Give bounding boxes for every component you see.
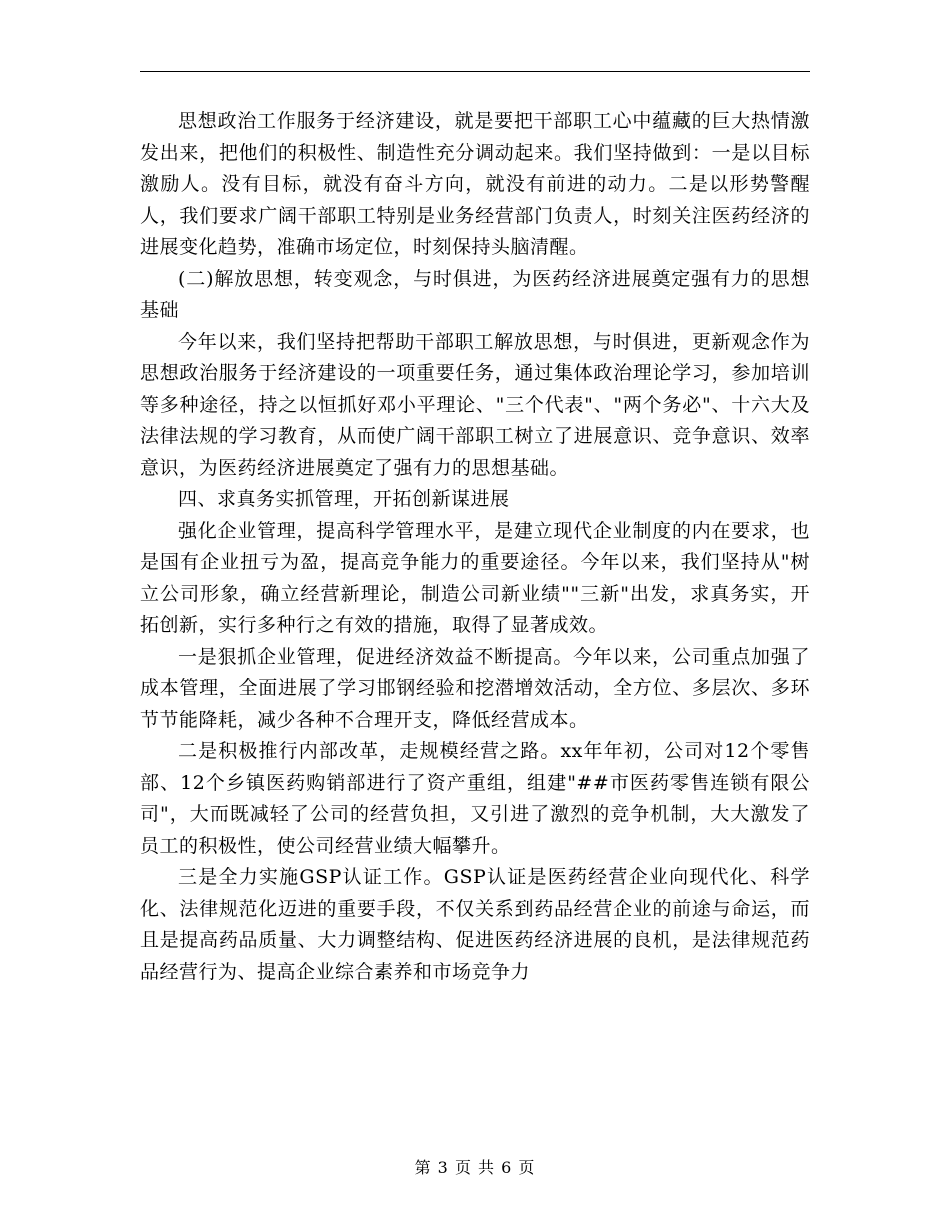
paragraph: 今年以来，我们坚持把帮助干部职工解放思想，与时俱进，更新观念作为思想政治服务于经济建设的一项重要任务，通过集体政治理论学习，参加培训等多种途径，持之以恒抓好邓小平理论、"三个代表"、"两个务必"、十六大及法律法规的学习教育，从而使广阔干部职工树立了进展意识、竞争意识、效率意识，为医药经济进展奠定了强有力的思想基础。: [140, 330, 810, 479]
page-footer: [0, 1155, 950, 1178]
paragraph: 强化企业管理，提高科学管理水平，是建立现代企业制度的内在要求，也是国有企业扭亏为盈，提高竞争能力的重要途径。今年以来，我们坚持从"树立公司形象，确立经营新理论，制造公司新业绩""三新"出发，求真务实，开拓创新，实行多种行之有效的措施，取得了显著成效。: [140, 519, 810, 636]
section-heading: 四、求真务实抓管理，开拓创新谋进展: [178, 488, 510, 510]
page-number: 第 3 页 共 6 页: [414, 1158, 536, 1177]
paragraph: 一是狠抓企业管理，促进经济效益不断提高。今年以来，公司重点加强了成本管理，全面进展了学习邯钢经验和挖潜增效活动，全方位、多层次、多环节节能降耗，减少各种不合理开支，降低经营成本。: [140, 645, 810, 731]
section-heading: (二)解放思想，转变观念，与时俱进，为医药经济进展奠定强有力的思想基础: [140, 267, 810, 321]
header-rule: [140, 71, 810, 72]
document-body: [140, 106, 810, 988]
paragraph: 三是全力实施GSP认证工作。GSP认证是医药经营企业向现代化、科学化、法律规范化迈进的重要手段，不仅关系到药品经营企业的前途与命运，而且是提高药品质量、大力调整结构、促进医药经济进展的良机，是法律规范药品经营行为、提高企业综合素养和市场竞争力: [140, 866, 810, 983]
paragraph: 二是积极推行内部改革，走规模经营之路。xx年年初，公司对12个零售部、12个乡镇医药购销部进行了资产重组，组建"##市医药零售连锁有限公司"，大而既减轻了公司的经营负担，又引进了激烈的竞争机制，大大激发了员工的积极性，使公司经营业绩大幅攀升。: [140, 740, 810, 857]
paragraph: 思想政治工作服务于经济建设，就是要把干部职工心中蕴藏的巨大热情激发出来，把他们的积极性、制造性充分调动起来。我们坚持做到：一是以目标激励人。没有目标，就没有奋斗方向，就没有前进的动力。二是以形势警醒人，我们要求广阔干部职工特别是业务经营部门负责人，时刻关注医药经济的进展变化趋势，准确市场定位，时刻保持头脑清醒。: [140, 110, 810, 258]
